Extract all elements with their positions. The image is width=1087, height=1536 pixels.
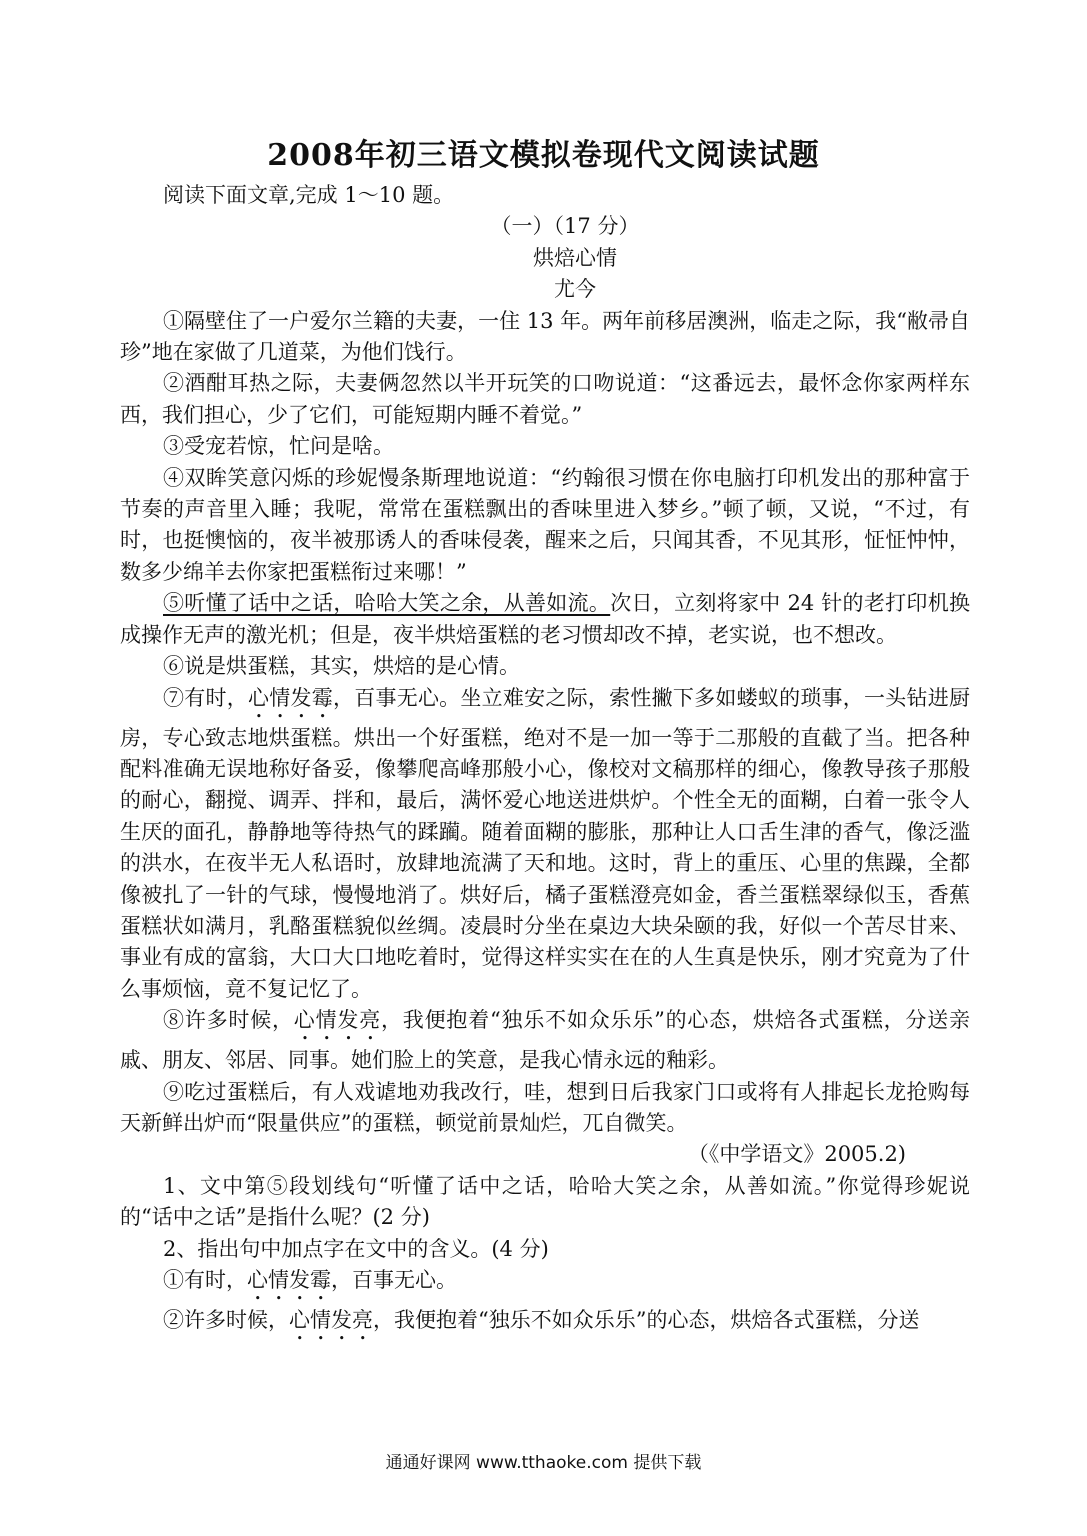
q2-item2-rest: ，我便抱着“独乐不如众乐乐”的心态，烘焙各式蛋糕，分送 [373,1308,920,1332]
question-2: 2、指出句中加点字在文中的含义。(4 分) [163,1236,549,1261]
q2-item1-rest: ，百事无心。 [331,1268,457,1292]
page-title: 2008年初三语文模拟卷现代文阅读试题 [267,138,820,173]
source-citation: （《中学语文》2005.2) [687,1142,906,1167]
paragraph-9: ⑨吃过蛋糕后，有人戏谑地劝我改行，哇，想到日后我家门口或将有人排起长龙抢购每天新鲜出炉而“限量供应”的蛋糕，顿觉前景灿烂，兀自微笑。 [120,1079,970,1135]
dotted-phrase: 心情发霉 [247,685,333,710]
paragraph-8-rest: ，我便抱着“独乐不如众乐乐”的心态，烘焙各式蛋糕，分送亲戚、朋友、邻居、同事。她们脸上的笑意，是我心情永远的釉彩。 [120,1008,971,1073]
question-2-item-2 [120,1305,970,1345]
paragraph-5 [120,588,970,651]
dotted-phrase: 心情发亮 [289,1308,373,1332]
section-heading: （一）（17 分） [490,214,640,239]
paragraph-1: ①隔壁住了一户爱尔兰籍的夫妻，一住 13 年。两年前移居澳洲，临走之际，我“敝帚自珍”地在家做了几道菜，为他们饯行。 [120,308,970,365]
dotted-phrase: 心情发霉 [247,1268,331,1292]
page-footer: 通通好课网 www.tthaoke.com 提供下载 [385,1453,702,1473]
paragraph-8-start: ⑧许多时候， [163,1008,294,1033]
document-body [120,180,970,1345]
article-title: 烘焙心情 [533,245,617,270]
dotted-phrase: 心情发亮 [293,1008,381,1033]
paragraph-3: ③受宠若惊，忙问是啥。 [163,434,394,459]
paragraph-5-rest: 次日，立刻将家中 24 针的老打印机换成操作无声的激光机；但是，夜半烘焙蛋糕的老习惯却改不掉，老实说，也不想改。 [120,591,970,647]
instructions: 阅读下面文章,完成 1～10 题。 [163,183,455,207]
paragraph-7 [120,683,970,1006]
q2-item2-start: ②许多时候， [163,1308,289,1332]
q2-item1-start: ①有时， [163,1268,247,1292]
paragraph-6: ⑥说是烘蛋糕，其实，烘焙的是心情。 [163,654,520,679]
article-author: 尤今 [554,277,596,302]
question-2-item-1 [120,1265,970,1305]
paragraph-8 [120,1005,970,1076]
underlined-sentence: ⑤听懂了话中之话，哈哈大笑之余，从善如流。 [163,591,611,616]
paragraph-4: ④双眸笑意闪烁的珍妮慢条斯理地说道：“约翰很习惯在你电脑打印机发出的那种富于节奏的声音里入睡；我呢，常常在蛋糕飘出的香味里进入梦乡。”顿了顿，又说，“不过，有时，也挺懊恼的，夜半被那诱人的香味侵袭，醒来之后，只闻其香，不见其形，怔怔忡忡，数多少绵羊去你家把蛋糕衔过来哪！” [120,465,970,584]
paragraph-2: ②酒酣耳热之际，夫妻俩忽然以半开玩笑的口吻说道：“这番远去，最怀念你家两样东西，我们担心，少了它们，可能短期内睡不着觉。” [120,371,970,427]
question-1: 1、文中第⑤段划线句“听懂了话中之话，哈哈大笑之余，从善如流。”你觉得珍妮说的“话中之话”是指什么呢？(2 分) [120,1173,970,1230]
paragraph-7-start: ⑦有时， [163,685,248,710]
paragraph-7-rest: ，百事无心。坐立难安之际，索性撇下多如蝼蚁的琐事，一头钻进厨房，专心致志地烘蛋糕。烘出一个好蛋糕，绝对不是一加一等于二那般的直截了当。把各种配料准确无误地称好备妥，像攀爬高峰那般小心，像校对文稿那样的细心，像教导孩子那般的耐心，翻搅、调弄、拌和，最后，满怀爱心地送进烘炉。个性全无的面糊，白着一张令人生厌的面孔，静静地等待热气的蹂躏。随着面糊的膨胀，那种让人口舌生津的香气，像泛滥的洪水，在夜半无人私语时，放肆地流满了天和地。这时，背上的重压、心里的焦躁，全都像被扎了一针的气球，慢慢地消了。烘好后，橘子蛋糕澄亮如金，香兰蛋糕翠绿似玉，香蕉蛋糕状如满月，乳酪蛋糕貌似丝绸。凌晨时分坐在桌边大块朵颐的我，好似一个苦尽甘来、事业有成的富翁，大口大口地吃着时，觉得这样实实在在的人生真是快乐，刚才究竟为了什么事烦恼，竟不复记忆了。 [120,685,971,1001]
